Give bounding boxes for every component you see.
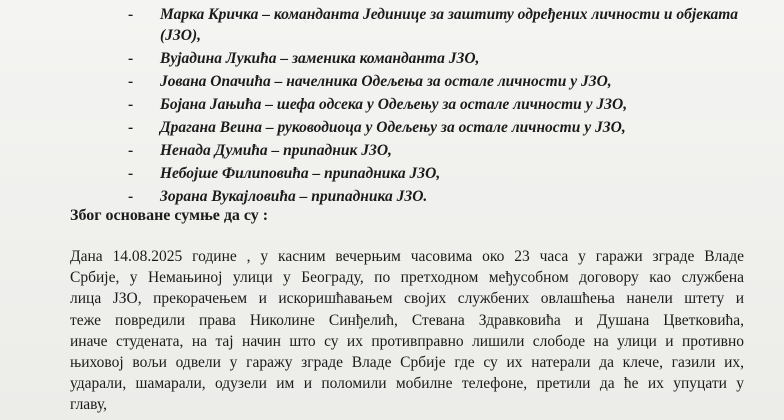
bullet: - xyxy=(128,6,134,23)
list-item-text: Бојана Јањића – шефа одсека у Одељењу за остале личности у ЈЗО, xyxy=(160,96,628,113)
list-item-text: Драгана Веина – руководиоца у Одељењу за остале личности у ЈЗО, xyxy=(160,119,626,136)
list-item-text: Марка Кричка – команданта Јединице за заштиту одређених личности и објеката (ЈЗО), xyxy=(160,6,739,44)
bullet: - xyxy=(128,119,134,136)
list-item xyxy=(128,71,768,92)
bullet: - xyxy=(128,73,134,90)
paragraph-line: иначе студената, на тај начин што су их противправно лишили слободе на улици и противно xyxy=(70,332,744,350)
bullet: - xyxy=(128,165,134,182)
list-item xyxy=(128,94,768,115)
bullet: - xyxy=(128,96,134,113)
list-item-text: Небојше Филиповића – припадника ЈЗО, xyxy=(160,165,441,182)
list-item-text: Јована Опачића – начелника Одељења за остале личности у ЈЗО, xyxy=(160,73,612,90)
list-item-text: Вујадина Лукића – заменика команданта ЈЗО, xyxy=(160,50,480,67)
list-item xyxy=(128,4,770,46)
paragraph-line: њиховој вољи одвели у гаражу зграде Владе Србије где су их натерали да клече, газили их, xyxy=(70,354,744,372)
list-item xyxy=(128,163,768,184)
list-item xyxy=(128,117,768,138)
list-item xyxy=(128,48,768,69)
paragraph-line: ударали, шамарали, одузели им и поломили мобилне телефоне, претили да ће их упуцати у xyxy=(70,375,744,393)
bullet: - xyxy=(128,50,134,67)
list-item xyxy=(128,186,768,207)
paragraph-line: главу, xyxy=(70,396,108,414)
body-paragraph xyxy=(70,246,744,416)
list-item-text: Зорана Вукајловића – припадника ЈЗО. xyxy=(160,188,428,205)
persons-list xyxy=(128,4,768,209)
list-item xyxy=(128,140,768,161)
list-item-text: Ненада Думића – припадник ЈЗО, xyxy=(160,142,392,159)
paragraph-line: теже повредили права Николине Синђелић, Стевана Здравковића и Душана Цветковића, xyxy=(70,311,744,329)
paragraph-line: Србије, у Немањиној улици у Београду, по претходном међусобном договору као службена xyxy=(70,269,744,287)
paragraph-line: лица ЈЗО, прекорачењем и искоришћавањем својих службених овлашћења нанели штету и xyxy=(70,290,744,308)
bullet: - xyxy=(128,188,134,205)
paragraph-line: Дана 14.08.2025 године , у касним вечерњим часовима око 23 часа у гаражи зграде Владе xyxy=(70,248,744,265)
bullet: - xyxy=(128,142,134,159)
section-heading: Због основане сумње да су : xyxy=(70,207,269,224)
